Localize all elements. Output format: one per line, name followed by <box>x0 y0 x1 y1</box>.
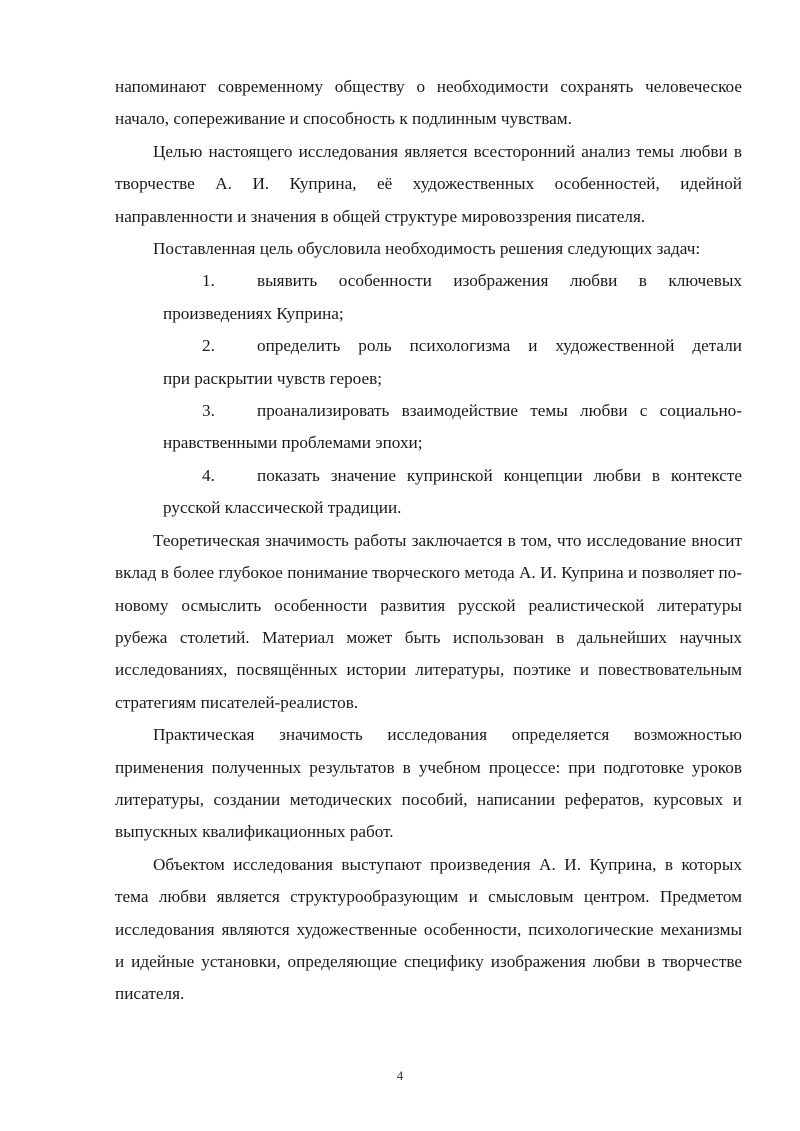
list-item-text: показать значение купринской концепции любви в контексте <box>257 465 742 485</box>
paragraph-theoretical-significance: Теоретическая значимость работы заключается в том, что исследование вносит вклад в более глубокое понимание творческого метода А. И. Куприна и позволяет по-новому осмыслить особенности развития русской реалистической литературы рубежа столетий. Материал может быть использован в дальнейших научных исследованиях, посвящённых истории литературы, поэтике и повествовательным стратегиям писателей-реалистов. <box>115 530 742 712</box>
list-item-first-line <box>163 395 742 427</box>
paragraph-continuation: напоминают современному обществу о необходимости сохранять человеческое начало, сопереживание и способность к подлинным чувствам. <box>115 77 742 129</box>
paragraph-tasks-intro: Поставленная цель обусловила необходимость решения следующих задач: <box>153 239 701 259</box>
list-item-continuation: русской классической традиции. <box>163 498 402 518</box>
list-item <box>115 330 742 395</box>
list-item-first-line <box>163 460 742 492</box>
list-item-text: определить роль психологизма и художественной детали <box>257 336 742 356</box>
list-item <box>115 265 742 330</box>
list-item-text: выявить особенности изображения любви в ключевых <box>257 271 742 291</box>
list-item-first-line <box>163 265 742 297</box>
list-item-number: 1. <box>202 271 215 291</box>
list-item <box>115 395 742 460</box>
list-item-text: проанализировать взаимодействие темы любви с социально- <box>257 401 742 421</box>
list-item <box>115 460 742 525</box>
paragraph-goal: Целью настоящего исследования является всесторонний анализ темы любви в творчестве А. И. Куприна, её художественных особенностей, идейной направленности и значения в общей структуре мировоззрения писателя. <box>115 141 742 226</box>
paragraph-practical-significance: Практическая значимость исследования определяется возможностью применения полученных результатов в учебном процессе: при подготовке уроков литературы, создании методических пособий, написании рефератов, курсовых и выпускных квалификационных работ. <box>115 725 742 842</box>
list-item-number: 2. <box>202 336 215 356</box>
list-item-number: 4. <box>202 465 215 485</box>
body-text <box>115 71 742 1011</box>
list-item-number: 3. <box>202 401 215 421</box>
list-item-continuation: при раскрытии чувств героев; <box>163 368 383 388</box>
list-item-first-line <box>163 330 742 362</box>
list-item-continuation: произведениях Куприна; <box>163 303 344 323</box>
paragraph-object-subject: Объектом исследования выступают произведения А. И. Куприна, в которых тема любви является структурообразующим и смысловым центром. Предметом исследования являются художественные особенности, психологические механизмы и идейные установки, определяющие специфику изображения любви в творчестве писателя. <box>115 854 742 1004</box>
page-number: 4 <box>396 1068 404 1083</box>
list-item-continuation: нравственными проблемами эпохи; <box>163 433 423 453</box>
